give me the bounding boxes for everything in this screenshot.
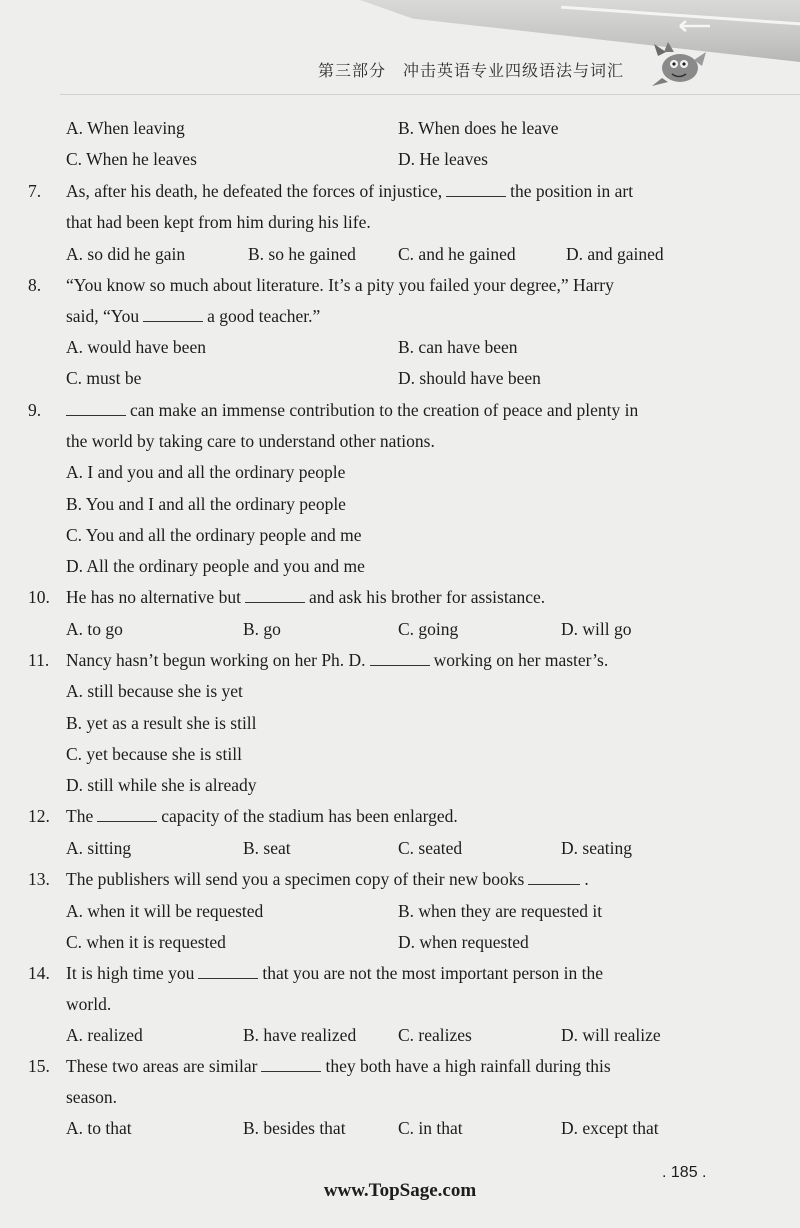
q15-option-d: D. except that [561,1118,659,1138]
q11-option-a: A. still because she is yet [66,681,243,701]
mascot-icon [648,38,708,90]
q6-option-d: D. He leaves [398,149,488,169]
stem-text-before: The publishers will send you a specimen copy of their new books [66,869,525,889]
q7-option-a: A. so did he gain [66,244,186,264]
question-stem [66,270,716,332]
question-number: 10. [28,587,50,607]
stem-text-after: that you are not the most important person in the [262,963,604,983]
answer-blank [245,601,305,603]
q9-option-b: B. You and I and all the ordinary people [66,494,346,514]
q13-option-c: C. when it is requested [66,932,226,952]
q6-option-c: C. When he leaves [66,149,197,169]
stem-text-after: and ask his brother for assistance. [308,587,546,607]
q15-option-a: A. to that [66,1118,132,1138]
q8-option-a: A. would have been [66,337,206,357]
stem-text-before: The [66,806,94,826]
question-number: 7. [28,181,42,201]
stem-text-after: the position in art [510,181,634,201]
stem-text-before: These two areas are similar [66,1056,258,1076]
question-number: 14. [28,963,50,983]
q13-option-b: B. when they are requested it [398,901,603,921]
q6-option-b: B. When does he leave [398,118,559,138]
stem-text-line2: the world by taking care to understand other nations. [66,431,435,451]
answer-blank [370,664,430,666]
q7-option-c: C. and he gained [398,244,516,264]
question-number: 11. [28,650,50,670]
header-title: 第三部分 冲击英语专业四级语法与词汇 [318,61,625,80]
question-number: 13. [28,869,50,889]
question-stem [66,958,716,1020]
q9-option-c: C. You and all the ordinary people and me [66,525,362,545]
q12-option-c: C. seated [398,838,463,858]
stem-text-before: He has no alternative but [66,587,241,607]
answer-blank [528,883,580,885]
question-number: 9. [28,400,42,420]
answer-blank [97,820,157,822]
question-stem [66,395,716,457]
answer-blank [446,195,506,197]
question-stem [66,645,716,676]
q8-option-c: C. must be [66,368,142,388]
q11-option-c: C. yet because she is still [66,744,242,764]
question-stem [66,176,716,238]
stem-text-before: As, after his death, he defeated the forces of injustice, [66,181,443,201]
q10-option-a: A. to go [66,619,123,639]
q9-option-a: A. I and you and all the ordinary people [66,462,346,482]
stem-text-line2: world. [66,994,112,1014]
stem-text-line1: “You know so much about literature. It’s a pity you failed your degree,” Harry [66,275,614,295]
stem-text-line2: that had been kept from him during his life. [66,212,371,232]
stem-text-after: capacity of the stadium has been enlarged. [161,806,458,826]
stem-text-after: can make an immense contribution to the creation of peace and plenty in [130,400,639,420]
q7-option-b: B. so he gained [248,244,356,264]
stem-text-after: a good teacher.” [207,306,321,326]
stem-text-after: . [584,869,589,889]
question-stem [66,1051,716,1113]
question-number: 12. [28,806,50,826]
answer-blank [198,977,258,979]
question-number: 15. [28,1056,50,1076]
q14-option-c: C. realizes [398,1025,472,1045]
q6-option-a: A. When leaving [66,118,185,138]
q14-option-b: B. have realized [243,1025,357,1045]
stem-text-before: Nancy hasn’t begun working on her Ph. D. [66,650,366,670]
question-stem [66,582,716,613]
q8-option-b: B. can have been [398,337,518,357]
stem-text-before: It is high time you [66,963,195,983]
stem-text-before: said, “You [66,306,140,326]
q12-option-a: A. sitting [66,838,132,858]
q10-option-c: C. going [398,619,459,639]
question-stem [66,801,716,832]
q7-option-d: D. and gained [566,244,664,264]
q9-option-d: D. All the ordinary people and you and me [66,556,365,576]
q10-option-b: B. go [243,619,281,639]
question-number: 8. [28,275,42,295]
q8-option-d: D. should have been [398,368,541,388]
q15-option-b: B. besides that [243,1118,346,1138]
answer-blank [66,414,126,416]
q12-option-b: B. seat [243,838,291,858]
q13-option-a: A. when it will be requested [66,901,264,921]
q11-option-d: D. still while she is already [66,775,257,795]
q12-option-d: D. seating [561,838,632,858]
q15-option-c: C. in that [398,1118,463,1138]
q11-option-b: B. yet as a result she is still [66,713,257,733]
stem-text-line2: season. [66,1087,118,1107]
question-stem [66,864,716,895]
header-divider [60,94,800,95]
q10-option-d: D. will go [561,619,632,639]
answer-blank [261,1070,321,1072]
stem-text-after: working on her master’s. [433,650,609,670]
page-number: . 185 . [662,1164,707,1181]
q14-option-a: A. realized [66,1025,143,1045]
stem-text-after: they both have a high rainfall during this [325,1056,611,1076]
answer-blank [143,320,203,322]
q13-option-d: D. when requested [398,932,529,952]
arrow-icon [672,18,712,34]
q14-option-d: D. will realize [561,1025,661,1045]
footer-url: www.TopSage.com [323,1180,477,1201]
